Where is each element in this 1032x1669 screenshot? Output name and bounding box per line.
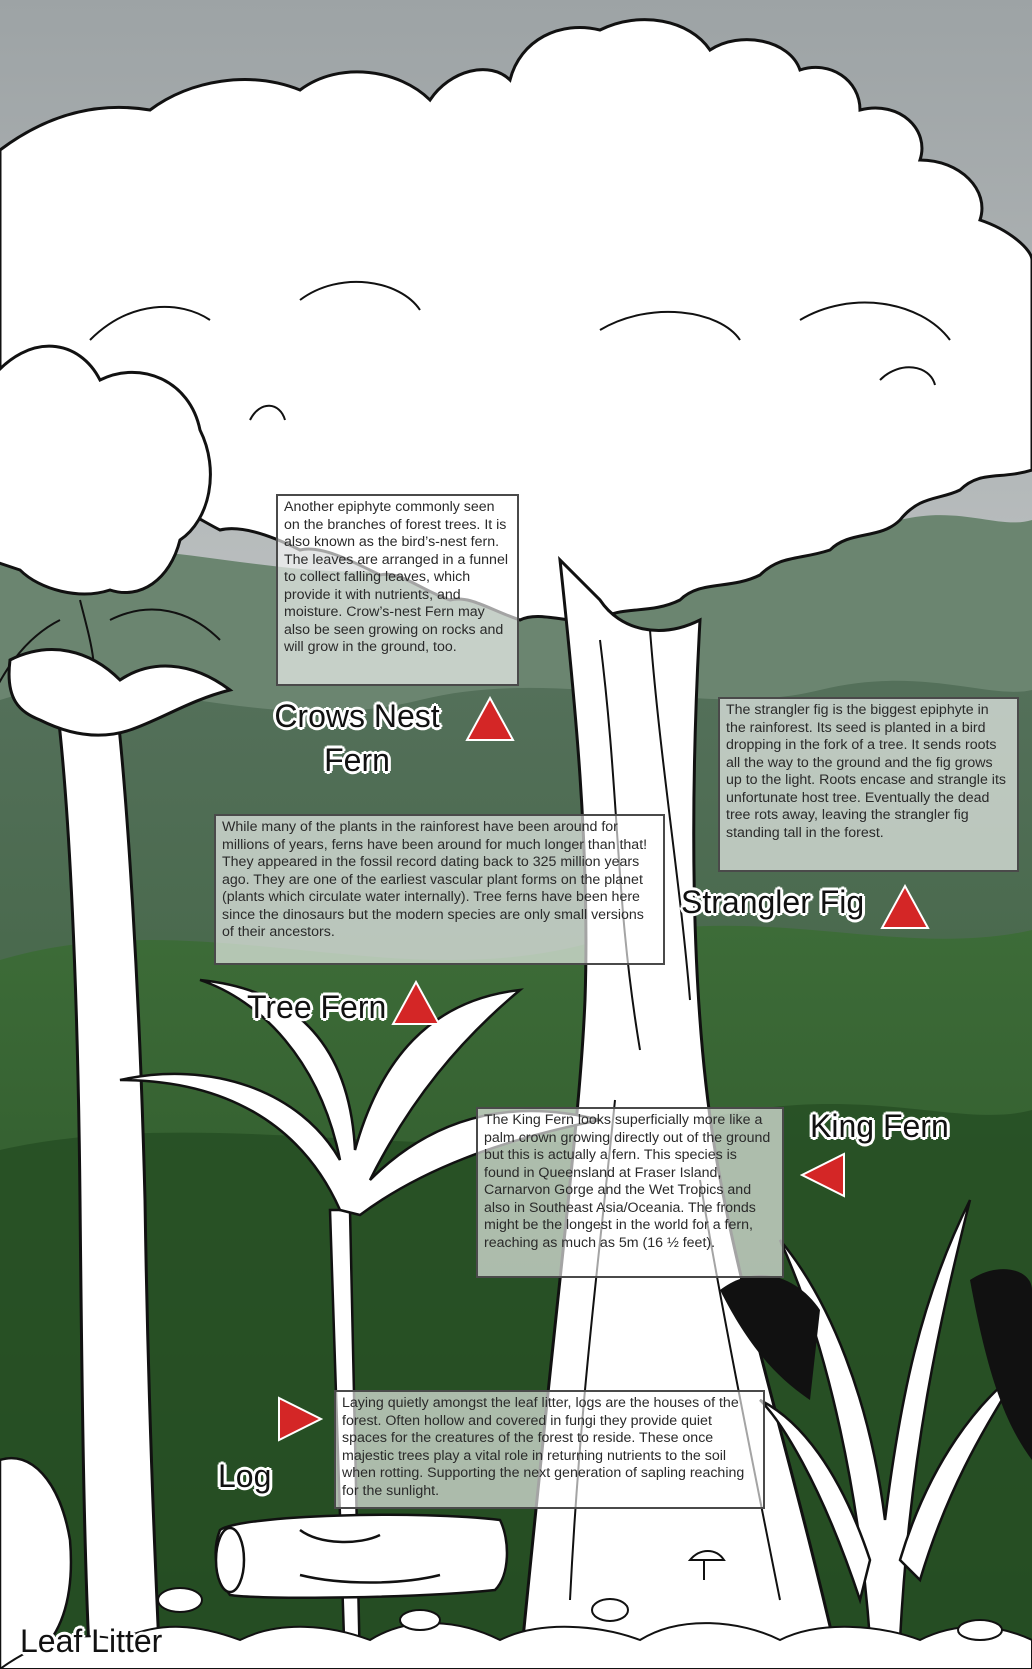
strangler-fig-info: The strangler fig is the biggest epiphyte in the rainforest. Its seed is planted in a bird dropping in the fork of a tree. It sends roots all the way to the ground and the fig grows up to the light. Roots encase and strangle its unfortunate host tree. Eventually the dead tree rots away, leaving the strangler fig standing tall in the forest. [718, 697, 1019, 872]
king-fern-label: King Fern [810, 1108, 949, 1144]
tree-fern-label: Tree Fern [247, 989, 387, 1025]
crows-nest-marker-icon [465, 696, 515, 742]
log-label: Log [218, 1458, 272, 1494]
strangler-fig-label: Strangler Fig [681, 884, 865, 920]
crows-nest-label [262, 694, 452, 782]
crows-nest-label-line2: Fern [324, 742, 390, 778]
tree-fern-marker-icon [391, 980, 441, 1026]
crows-nest-fern-info: Another epiphyte commonly seen on the branches of forest trees. It is also known as the bird’s-nest fern. The leaves are arranged in a funnel to collect falling leaves, which provide it with nutrients, and moisture. Crow’s-nest Fern may also be seen growing on rocks and will grow in the ground, too. [276, 494, 519, 686]
king-fern-info: The King Fern looks superficially more like a palm crown growing directly out of the ground but this is actually a fern. This species is found in Queensland at Fraser Island, Carnarvon Gorge and the Wet Tropics and also in Southeast Asia/Oceania. The fronds might be the longest in the world for a fern, reaching as much as 5m (16 ½ feet). [476, 1107, 784, 1278]
king-fern-marker-icon [800, 1152, 846, 1198]
tree-fern-info: While many of the plants in the rainforest have been around for millions of years, ferns have been around for much longer than that! They appeared in the fossil record dating back to 325 million years ago. They are one of the earliest vascular plant forms on the planet (plants which circulate water internally). Tree ferns have been here since the dinosaurs but the modern species are only small versions of their ancestors. [214, 814, 665, 965]
strangler-fig-marker-icon [880, 884, 930, 930]
log [216, 1515, 507, 1598]
log-marker-icon [277, 1396, 323, 1442]
leaf-litter-label: Leaf Litter [20, 1623, 163, 1659]
log-info: Laying quietly amongst the leaf litter, logs are the houses of the forest. Often hollow and covered in fungi they provide quiet spaces for the creatures of the forest to reside. These once majestic trees play a vital role in returning nutrients to the soil when rotting. Supporting the next generation of sapling reaching for the sunlight. [334, 1390, 765, 1509]
crows-nest-label-line1: Crows Nest [274, 698, 440, 734]
